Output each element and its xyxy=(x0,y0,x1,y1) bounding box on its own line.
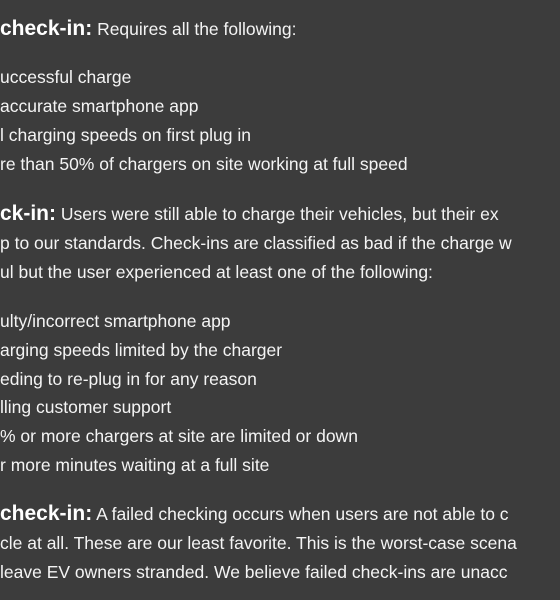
bad-checkin-heading: ck-in: xyxy=(0,202,57,225)
good-checkin-intro: Requires all the following: xyxy=(92,19,297,39)
bad-checkin-text-line: ul but the user experienced at least one of the following: xyxy=(0,262,433,282)
list-item: lling customer support xyxy=(0,397,172,417)
bad-checkin-text-line: p to our standards. Check-ins are classified as bad if the charge w xyxy=(0,233,512,253)
failed-checkin-text-line: cle at all. These are our least favorite. This is the worst-case scena xyxy=(0,533,517,553)
list-item: eding to re-plug in for any reason xyxy=(0,369,257,389)
good-checkin-heading: check-in: xyxy=(0,17,93,40)
list-item: ulty/incorrect smartphone app xyxy=(0,311,231,331)
list-item: arging speeds limited by the charger xyxy=(0,340,283,360)
list-item: re than 50% of chargers on site working at full speed xyxy=(0,154,408,174)
bad-checkin-intro: Users were still able to charge their vehicles, but their ex xyxy=(56,204,499,224)
bad-checkin-title xyxy=(0,203,499,225)
failed-checkin-title xyxy=(0,503,509,525)
list-item: accurate smartphone app xyxy=(0,96,199,116)
failed-checkin-heading: check-in: xyxy=(0,502,93,525)
list-item: uccessful charge xyxy=(0,67,132,87)
list-item: % or more chargers at site are limited or down xyxy=(0,426,358,446)
failed-checkin-intro: A failed checking occurs when users are not able to c xyxy=(92,504,509,524)
list-item: r more minutes waiting at a full site xyxy=(0,455,270,475)
list-item: l charging speeds on first plug in xyxy=(0,125,251,145)
good-checkin-title xyxy=(0,18,296,40)
failed-checkin-text-line: leave EV owners stranded. We believe failed check-ins are unacc xyxy=(0,562,508,582)
